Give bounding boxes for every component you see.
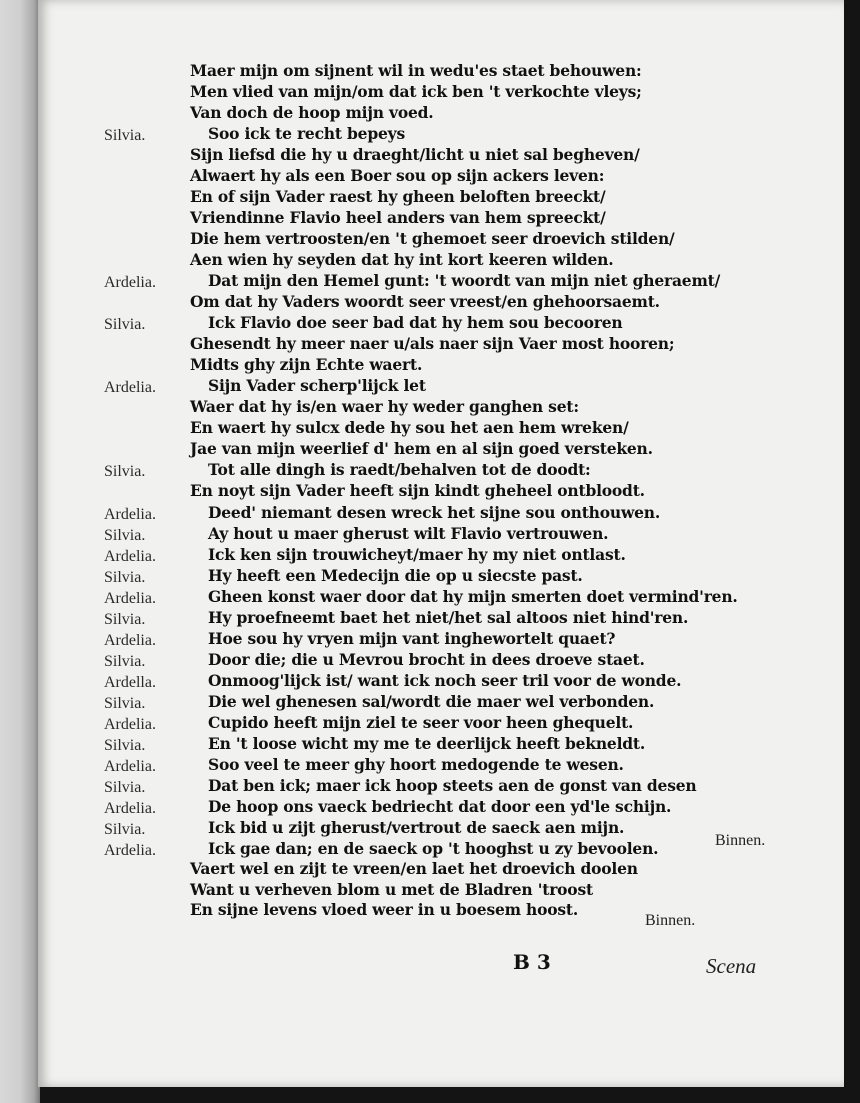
verse-line [38,292,844,315]
verse-line [38,334,844,357]
verse-line [38,439,844,462]
verse-text: Dat mijn den Hemel gunt: 't woordt van mijn niet gheraemt/ [208,271,721,290]
verse-text: Ick bid u zijt gherust/vertrout de saeck aen mijn. [208,818,625,837]
verse-line [38,208,844,231]
verse-line [38,587,844,610]
speaker-name: Silvia. [104,611,146,628]
verse-line [38,250,844,273]
verse-text: Hy heeft een Medecijn die op u siecste past. [208,566,583,585]
verse-text: Men vlied van mijn/om dat ick ben 't verkochte vleys; [190,82,642,101]
verse-text: Want u verheven blom u met de Bladren 'troost [190,880,593,899]
verse-line [38,481,844,504]
verse-line [38,900,844,923]
verse-line [38,859,844,882]
verse-text: En sijne levens vloed weer in u boesem hoost. [190,900,579,919]
verse-line [38,271,844,294]
verse-text: Alwaert hy als een Boer sou op sijn ackers leven: [190,166,605,185]
speaker-name: Ardelia. [104,842,156,859]
speaker-name: Silvia. [104,463,146,480]
verse-text: De hoop ons vaeck bedriecht dat door een yd'le schijn. [208,797,672,816]
speaker-name: Ardelia. [104,716,156,733]
catchword: Scena [706,954,757,978]
speaker-name: Silvia. [104,569,146,586]
stage-direction-exit: Binnen. [715,832,766,849]
verse-line [38,650,844,673]
verse-text: En waert hy sulcx dede hy sou het aen hem wreken/ [190,418,629,437]
verse-text: Jae van mijn weerlief d' hem en al sijn goed versteken. [190,439,653,458]
verse-text: Deed' niemant desen wreck het sijne sou onthouwen. [208,503,661,522]
book-gutter [0,0,40,1103]
speaker-name: Silvia. [104,127,146,144]
speaker-name: Ardelia. [104,506,156,523]
verse-line [38,692,844,715]
book-page [38,0,844,1087]
verse-text: Hy proefneemt baet het niet/het sal altoos niet hind'ren. [208,608,689,627]
speaker-name: Ardelia. [104,590,156,607]
verse-text: Ay hout u maer gherust wilt Flavio vertrouwen. [208,524,609,543]
verse-text: Soo veel te meer ghy hoort medogende te wesen. [208,755,624,774]
verse-text: Van doch de hoop mijn voed. [190,103,434,122]
verse-line [38,376,844,399]
verse-text: Ick ken sijn trouwicheyt/maer hy my niet ontlast. [208,545,626,564]
verse-text: Dat ben ick; maer ick hoop steets aen de gonst van desen [208,776,697,795]
stage-direction-exit: Binnen. [645,912,696,929]
verse-text: Die hem vertroosten/en 't ghemoet seer droevich stilden/ [190,229,675,248]
verse-text: Gheen konst waer door dat hy mijn smerten doet vermind'ren. [208,587,738,606]
verse-line [38,187,844,210]
verse-text: Hoe sou hy vryen mijn vant inghewortelt quaet? [208,629,616,648]
verse-line [38,166,844,189]
verse-text: Soo ick te recht bepeys [208,124,405,143]
verse-text: Die wel ghenesen sal/wordt die maer wel verbonden. [208,692,655,711]
speaker-name: Ardelia. [104,274,156,291]
verse-text: Sijn Vader scherp'lijck let [208,376,426,395]
speaker-name: Silvia. [104,737,146,754]
verse-text: Waer dat hy is/en waer hy weder ganghen set: [190,397,579,416]
verse-line [38,124,844,147]
verse-line [38,776,844,799]
verse-line [38,671,844,694]
speaker-name: Ardelia. [104,548,156,565]
verse-line [38,734,844,757]
speaker-name: Ardelia. [104,379,156,396]
verse-line [38,545,844,568]
verse-line [38,82,844,105]
verse-text: Onmoog'lijck ist/ want ick noch seer tril voor de wonde. [208,671,682,690]
verse-text: Ick gae dan; en de saeck op 't hooghst u zy bevoolen. [208,839,659,858]
verse-line [38,503,844,526]
verse-text: En 't loose wicht my me te deerlijck heeft bekneldt. [208,734,646,753]
speaker-name: Silvia. [104,695,146,712]
verse-text: Midts ghy zijn Echte waert. [190,355,423,374]
speaker-name: Silvia. [104,316,146,333]
verse-line [38,797,844,820]
verse-line [38,313,844,336]
verse-line [38,355,844,378]
verse-line [38,566,844,589]
speaker-name: Ardelia. [104,632,156,649]
verse-text: En of sijn Vader raest hy gheen beloften breeckt/ [190,187,606,206]
verse-line [38,629,844,652]
speaker-name: Silvia. [104,821,146,838]
verse-line [38,460,844,483]
verse-line [38,524,844,547]
verse-text: Maer mijn om sijnent wil in wedu'es staet behouwen: [190,61,642,80]
speaker-name: Silvia. [104,527,146,544]
verse-text: Vaert wel en zijt te vreen/en laet het droevich doolen [190,859,638,878]
verse-text: Ghesendt hy meer naer u/als naer sijn Vaer most hooren; [190,334,675,353]
verse-line [38,229,844,252]
speaker-name: Silvia. [104,779,146,796]
verse-line [38,61,844,84]
verse-line [38,713,844,736]
verse-text: Tot alle dingh is raedt/behalven tot de doodt: [208,460,591,479]
verse-line [38,755,844,778]
verse-text: Vriendinne Flavio heel anders van hem spreeckt/ [190,208,606,227]
verse-text: Aen wien hy seyden dat hy int kort keeren wilden. [190,250,614,269]
verse-text: Cupido heeft mijn ziel te seer voor heen ghequelt. [208,713,634,732]
speaker-name: Ardelia. [104,758,156,775]
verse-text: Ick Flavio doe seer bad dat hy hem sou becooren [208,313,623,332]
verse-text: Door die; die u Mevrou brocht in dees droeve staet. [208,650,645,669]
verse-line [38,418,844,441]
verse-text: En noyt sijn Vader heeft sijn kindt gheheel ontbloodt. [190,481,645,500]
speaker-name: Ardella. [104,674,156,691]
verse-line [38,103,844,126]
speaker-name: Silvia. [104,653,146,670]
verse-line [38,608,844,631]
verse-text: Sijn liefsd die hy u draeght/licht u niet sal begheven/ [190,145,640,164]
speaker-name: Ardelia. [104,800,156,817]
verse-text: Om dat hy Vaders woordt seer vreest/en ghehoorsaemt. [190,292,660,311]
verse-line [38,397,844,420]
signature-mark: B 3 [513,950,551,974]
verse-line [38,145,844,168]
